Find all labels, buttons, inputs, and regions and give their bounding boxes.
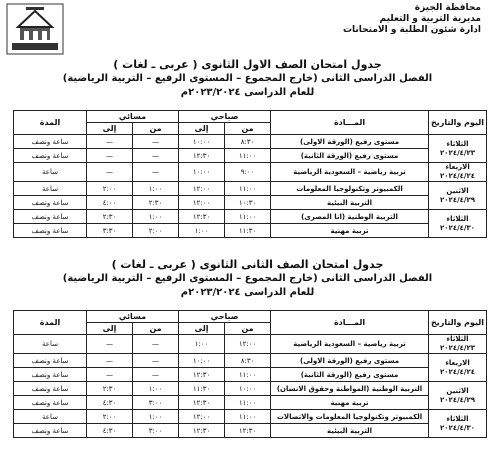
section-subtitle: الفصل الدراسى الثانى (خارج المجموع – المستوى الرفيع – التربية الرياضية) (62, 273, 433, 284)
table-row (14, 335, 487, 354)
duration-cell: ساعة ونصف (14, 424, 87, 438)
morning-to-cell: ١٠:٠٠ (179, 135, 225, 149)
table-row (14, 182, 487, 196)
day-name: الثلاثاء (446, 335, 469, 343)
evening-from-cell: — (133, 135, 179, 149)
subject-cell: تربية رياضية – السعودية الرياضية (271, 163, 429, 182)
table-row (14, 163, 487, 182)
subject-cell: مستوى رفيع (الورقة الثانية) (271, 149, 429, 163)
evening-from-cell: — (133, 149, 179, 163)
schedule-table (13, 310, 487, 438)
morning-from-cell: ١١:٠٠ (225, 368, 271, 382)
morning-to-cell: ١:٠٠ (179, 335, 225, 354)
evening-from-cell: ١:٠٠ (133, 182, 179, 196)
evening-from-cell: — (133, 354, 179, 368)
org-line-governorate: محافظة الجيزة (414, 3, 481, 13)
day-name: الثلاثاء (446, 414, 469, 423)
day-cell (429, 135, 487, 163)
header-evening-to: إلى (87, 323, 133, 335)
morning-to-cell: ١٠:٠٠ (179, 354, 225, 368)
evening-to-cell: ٢:٠٠ (87, 410, 133, 424)
morning-to-cell: ١٢:٠٠ (179, 410, 225, 424)
org-line-directorate: مديرية التربية و التعليم (379, 14, 481, 24)
table-row (14, 424, 487, 438)
evening-to-cell: ٢:٠٠ (87, 182, 133, 196)
evening-to-cell: ٢:٣٠ (87, 210, 133, 224)
exam-schedule-section-1 (0, 58, 495, 235)
morning-from-cell: ١١:٠٠ (225, 182, 271, 196)
section-heading (0, 258, 495, 300)
table-row (14, 135, 487, 149)
header-day: اليوم والتاريخ (429, 111, 487, 135)
table-row (14, 210, 487, 224)
evening-to-cell: ٤:٠٠ (87, 196, 133, 210)
day-date: ٢٠٢٤/٤/٢٤ (440, 172, 476, 180)
subject-cell: مستوى رفيع (الورقة الثانية) (271, 368, 429, 382)
duration-cell: ساعة ونصف (14, 382, 87, 396)
evening-to-cell: — (87, 163, 133, 182)
evening-from-cell: ١:٠٠ (133, 382, 179, 396)
evening-from-cell: ٢:٣٠ (133, 196, 179, 210)
table-row (14, 196, 487, 210)
morning-to-cell: ١٢:٣٠ (179, 210, 225, 224)
evening-from-cell: ١:٠٠ (133, 410, 179, 424)
header-evening-from: من (133, 123, 179, 135)
duration-cell: ساعة ونصف (14, 196, 87, 210)
evening-to-cell: ٤:٣٠ (87, 424, 133, 438)
morning-from-cell: ٨:٣٠ (225, 135, 271, 149)
header-duration: المدة (14, 311, 87, 335)
day-date: ٢٠٢٤/٤/٢٩ (440, 395, 476, 404)
morning-to-cell: ١٢:٠٠ (179, 182, 225, 196)
morning-to-cell: ١:٠٠ (179, 224, 225, 238)
duration-cell: ساعة ونصف (14, 149, 87, 163)
evening-from-cell: — (133, 335, 179, 354)
header-evening: مسائي (87, 311, 179, 323)
header-morning-from: من (225, 323, 271, 335)
subject-cell: تربية رياضية – السعودية الرياضية (271, 335, 429, 354)
morning-to-cell: ١١:٣٠ (179, 382, 225, 396)
evening-to-cell: ٣:٣٠ (87, 224, 133, 238)
subject-cell: الكمبيوتر وتكنولوجيا المعلومات والاتصالات (271, 410, 429, 424)
day-cell (429, 382, 487, 410)
morning-from-cell: ١٢:٣٠ (225, 424, 271, 438)
evening-from-cell: — (133, 163, 179, 182)
duration-cell: ساعة ونصف (14, 396, 87, 410)
day-date: ٢٠٢٤/٤/٣٠ (440, 423, 476, 432)
header-morning: صباحي (179, 111, 271, 123)
evening-to-cell: — (87, 354, 133, 368)
evening-to-cell: — (87, 135, 133, 149)
morning-from-cell: ١٢:٠٠ (225, 335, 271, 354)
day-cell (429, 354, 487, 382)
day-date: ٢٠٢٤/٤/٢٣ (440, 344, 476, 352)
duration-cell: ساعة ونصف (14, 368, 87, 382)
evening-to-cell: — (87, 149, 133, 163)
section-title: جدول امتحان الصف الثانى الثانوى ( عربى ـ لغات ) (111, 258, 384, 271)
table-row (14, 396, 487, 410)
subject-cell: التربية البيئية (271, 196, 429, 210)
subject-cell: التربية البيئية (271, 424, 429, 438)
header-evening-from: من (133, 323, 179, 335)
morning-to-cell: ١٢:٣٠ (179, 396, 225, 410)
table-row (14, 354, 487, 368)
morning-from-cell: ١٠:٠٠ (225, 382, 271, 396)
section-heading (0, 58, 495, 100)
header-morning: صباحي (179, 311, 271, 323)
section-subtitle: الفصل الدراسى الثانى (خارج المجموع – المستوى الرفيع – التربية الرياضية) (62, 73, 433, 84)
header-subject: المـــادة (271, 311, 429, 335)
duration-cell: ساعة ونصف (14, 224, 87, 238)
exam-schedule-section-2 (0, 258, 495, 435)
duration-cell: ساعة (14, 163, 87, 182)
evening-from-cell: — (133, 368, 179, 382)
day-name: الاثنين (446, 186, 469, 195)
morning-from-cell: ١١:٠٠ (225, 149, 271, 163)
subject-cell: تربية مهنية (271, 396, 429, 410)
table-row (14, 410, 487, 424)
day-date: ٢٠٢٤/٤/٣٠ (440, 223, 476, 232)
morning-from-cell: ١٠:٣٠ (225, 196, 271, 210)
duration-cell: ساعة ونصف (14, 135, 87, 149)
evening-from-cell: ٣:٠٠ (133, 396, 179, 410)
organization-header (321, 3, 481, 36)
evening-to-cell: ٤:٣٠ (87, 396, 133, 410)
morning-to-cell: ١٢:٣٠ (179, 368, 225, 382)
table-row (14, 368, 487, 382)
day-cell (429, 335, 487, 354)
subject-cell: الكمبيوتر وتكنولوجيا المعلومات (271, 182, 429, 196)
header-morning-to: إلى (179, 123, 225, 135)
table-row (14, 382, 487, 396)
day-date: ٢٠٢٤/٤/٢٩ (440, 195, 476, 204)
morning-from-cell: ١١:٠٠ (225, 210, 271, 224)
duration-cell: ساعة (14, 335, 87, 354)
day-name: الاثنين (446, 386, 469, 395)
morning-to-cell: ١٢:٣٠ (179, 424, 225, 438)
schedule-table (13, 110, 487, 238)
header-evening-to: إلى (87, 123, 133, 135)
duration-cell: ساعة ونصف (14, 354, 87, 368)
subject-cell: التربية الوطنية (انا المصرى) (271, 210, 429, 224)
day-cell (429, 182, 487, 210)
subject-cell: تربية مهنية (271, 224, 429, 238)
ministry-logo (6, 3, 64, 55)
duration-cell: ساعة ونصف (14, 210, 87, 224)
morning-from-cell: ١١:٠٠ (225, 410, 271, 424)
morning-to-cell: ١٢:٠٠ (179, 196, 225, 210)
evening-to-cell: ٢:٣٠ (87, 382, 133, 396)
header-evening: مسائي (87, 111, 179, 123)
evening-to-cell: — (87, 368, 133, 382)
morning-from-cell: ١١:٠٠ (225, 396, 271, 410)
morning-from-cell: ١١:٣٠ (225, 224, 271, 238)
day-date: ٢٠٢٤/٤/٢٤ (440, 367, 476, 376)
header-duration: المدة (14, 111, 87, 135)
morning-to-cell: ١٢:٣٠ (179, 149, 225, 163)
header-day: اليوم والتاريخ (429, 311, 487, 335)
day-cell (429, 163, 487, 182)
table-row (14, 224, 487, 238)
duration-cell: ساعة (14, 182, 87, 196)
section-year: للعام الدراسى ٢٠٢٣/٢٠٢٤م (180, 287, 315, 298)
morning-from-cell: ٨:٣٠ (225, 354, 271, 368)
section-title: جدول امتحان الصف الاول الثانوى ( عربى ـ لغات ) (113, 58, 382, 71)
morning-to-cell: ١٠:٠٠ (179, 163, 225, 182)
header-morning-from: من (225, 123, 271, 135)
header-morning-to: إلى (179, 323, 225, 335)
table-row (14, 149, 487, 163)
evening-from-cell: ٢:٠٠ (133, 224, 179, 238)
day-name: الثلاثاء (446, 214, 469, 223)
evening-from-cell: ١:٠٠ (133, 210, 179, 224)
subject-cell: التربية الوطنية (المواطنة وحقوق الانسان) (271, 382, 429, 396)
section-year: للعام الدراسى ٢٠٢٣/٢٠٢٤م (180, 87, 315, 98)
day-name: الثلاثاء (446, 139, 469, 148)
org-line-administration: ادارة شئون الطلبة و الامتحانات (343, 25, 481, 35)
subject-cell: مستوى رفيع (الورقة الاولى) (271, 354, 429, 368)
morning-from-cell: ٩:٠٠ (225, 163, 271, 182)
day-name: الاربعاء (445, 163, 470, 171)
day-cell (429, 210, 487, 238)
subject-cell: مستوى رفيع (الورقة الاولى) (271, 135, 429, 149)
day-name: الاربعاء (445, 358, 470, 367)
evening-to-cell: — (87, 335, 133, 354)
header-subject: المـــادة (271, 111, 429, 135)
duration-cell: ساعة (14, 410, 87, 424)
evening-from-cell: ٣:٠٠ (133, 424, 179, 438)
day-date: ٢٠٢٤/٤/٢٣ (440, 148, 476, 157)
day-cell (429, 410, 487, 438)
